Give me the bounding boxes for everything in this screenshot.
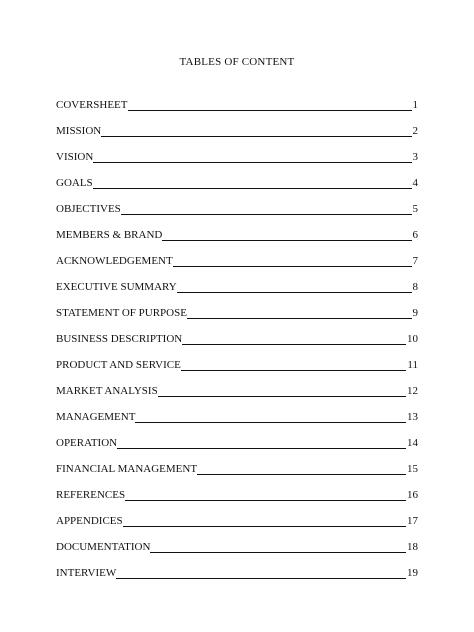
toc-entry-page-number: 11 <box>407 359 418 371</box>
toc-leader-line <box>128 110 412 111</box>
toc-entry-page-number: 3 <box>412 151 418 163</box>
toc-entry[interactable] <box>56 150 418 176</box>
toc-entry[interactable] <box>56 462 418 488</box>
toc-entry-page-number: 18 <box>407 541 418 553</box>
toc-entry-label: MEMBERS & BRAND <box>56 229 163 241</box>
toc-list <box>56 98 418 592</box>
toc-entry-page-number: 16 <box>407 489 418 501</box>
toc-entry-label: COVERSHEET <box>56 99 128 111</box>
toc-title: TABLES OF CONTENT <box>179 56 295 68</box>
toc-entry[interactable] <box>56 410 418 436</box>
toc-entry-page-number: 9 <box>412 307 418 319</box>
toc-entry-label: ACKNOWLEDGEMENT <box>56 255 173 267</box>
toc-entry[interactable] <box>56 436 418 462</box>
toc-leader-line <box>117 448 406 449</box>
toc-entry-label: MISSION <box>56 125 102 137</box>
toc-entry-label: REFERENCES <box>56 489 126 501</box>
toc-leader-line <box>162 240 411 241</box>
toc-entry[interactable] <box>56 332 418 358</box>
toc-entry-page-number: 8 <box>412 281 418 293</box>
toc-leader-line <box>150 552 406 553</box>
toc-entry-label: EXECUTIVE SUMMARY <box>56 281 177 293</box>
toc-leader-line <box>101 136 411 137</box>
toc-entry-page-number: 4 <box>412 177 418 189</box>
toc-entry[interactable] <box>56 176 418 202</box>
toc-leader-line <box>173 266 412 267</box>
toc-entry-page-number: 14 <box>407 437 418 449</box>
toc-entry[interactable] <box>56 488 418 514</box>
toc-entry[interactable] <box>56 280 418 306</box>
toc-entry-label: OBJECTIVES <box>56 203 121 215</box>
toc-leader-line <box>181 370 407 371</box>
toc-entry[interactable] <box>56 98 418 124</box>
toc-entry-page-number: 1 <box>412 99 418 111</box>
toc-entry-page-number: 6 <box>412 229 418 241</box>
toc-leader-line <box>93 188 412 189</box>
toc-entry[interactable] <box>56 384 418 410</box>
toc-entry-page-number: 7 <box>412 255 418 267</box>
toc-entry-page-number: 2 <box>412 125 418 137</box>
toc-leader-line <box>123 526 406 527</box>
toc-entry-label: APPENDICES <box>56 515 123 527</box>
toc-entry-page-number: 12 <box>407 385 418 397</box>
toc-entry-label: MARKET ANALYSIS <box>56 385 158 397</box>
toc-entry[interactable] <box>56 306 418 332</box>
toc-entry-label: FINANCIAL MANAGEMENT <box>56 463 198 475</box>
toc-leader-line <box>116 578 406 579</box>
toc-entry-page-number: 15 <box>407 463 418 475</box>
toc-entry[interactable] <box>56 254 418 280</box>
toc-entry-page-number: 17 <box>407 515 418 527</box>
toc-entry-label: STATEMENT OF PURPOSE <box>56 307 187 319</box>
toc-entry-label: GOALS <box>56 177 93 189</box>
toc-leader-line <box>182 344 406 345</box>
toc-entry[interactable] <box>56 358 418 384</box>
toc-entry[interactable] <box>56 566 418 592</box>
toc-entry-page-number: 10 <box>407 333 418 345</box>
toc-entry[interactable] <box>56 540 418 566</box>
toc-leader-line <box>197 474 406 475</box>
toc-entry-label: DOCUMENTATION <box>56 541 151 553</box>
toc-leader-line <box>187 318 412 319</box>
toc-entry-label: PRODUCT AND SERVICE <box>56 359 181 371</box>
toc-entry[interactable] <box>56 514 418 540</box>
toc-entry-label: INTERVIEW <box>56 567 117 579</box>
toc-leader-line <box>135 422 406 423</box>
toc-leader-line <box>121 214 412 215</box>
toc-entry-page-number: 13 <box>407 411 418 423</box>
toc-entry-label: BUSINESS DESCRIPTION <box>56 333 183 345</box>
toc-leader-line <box>93 162 411 163</box>
toc-leader-line <box>125 500 406 501</box>
toc-entry[interactable] <box>56 228 418 254</box>
toc-leader-line <box>158 396 406 397</box>
toc-entry[interactable] <box>56 202 418 228</box>
toc-leader-line <box>177 292 412 293</box>
toc-entry-page-number: 19 <box>407 567 418 579</box>
toc-entry-label: MANAGEMENT <box>56 411 136 423</box>
toc-entry-page-number: 5 <box>412 203 418 215</box>
toc-entry-label: OPERATION <box>56 437 118 449</box>
toc-entry-label: VISION <box>56 151 94 163</box>
toc-entry[interactable] <box>56 124 418 150</box>
